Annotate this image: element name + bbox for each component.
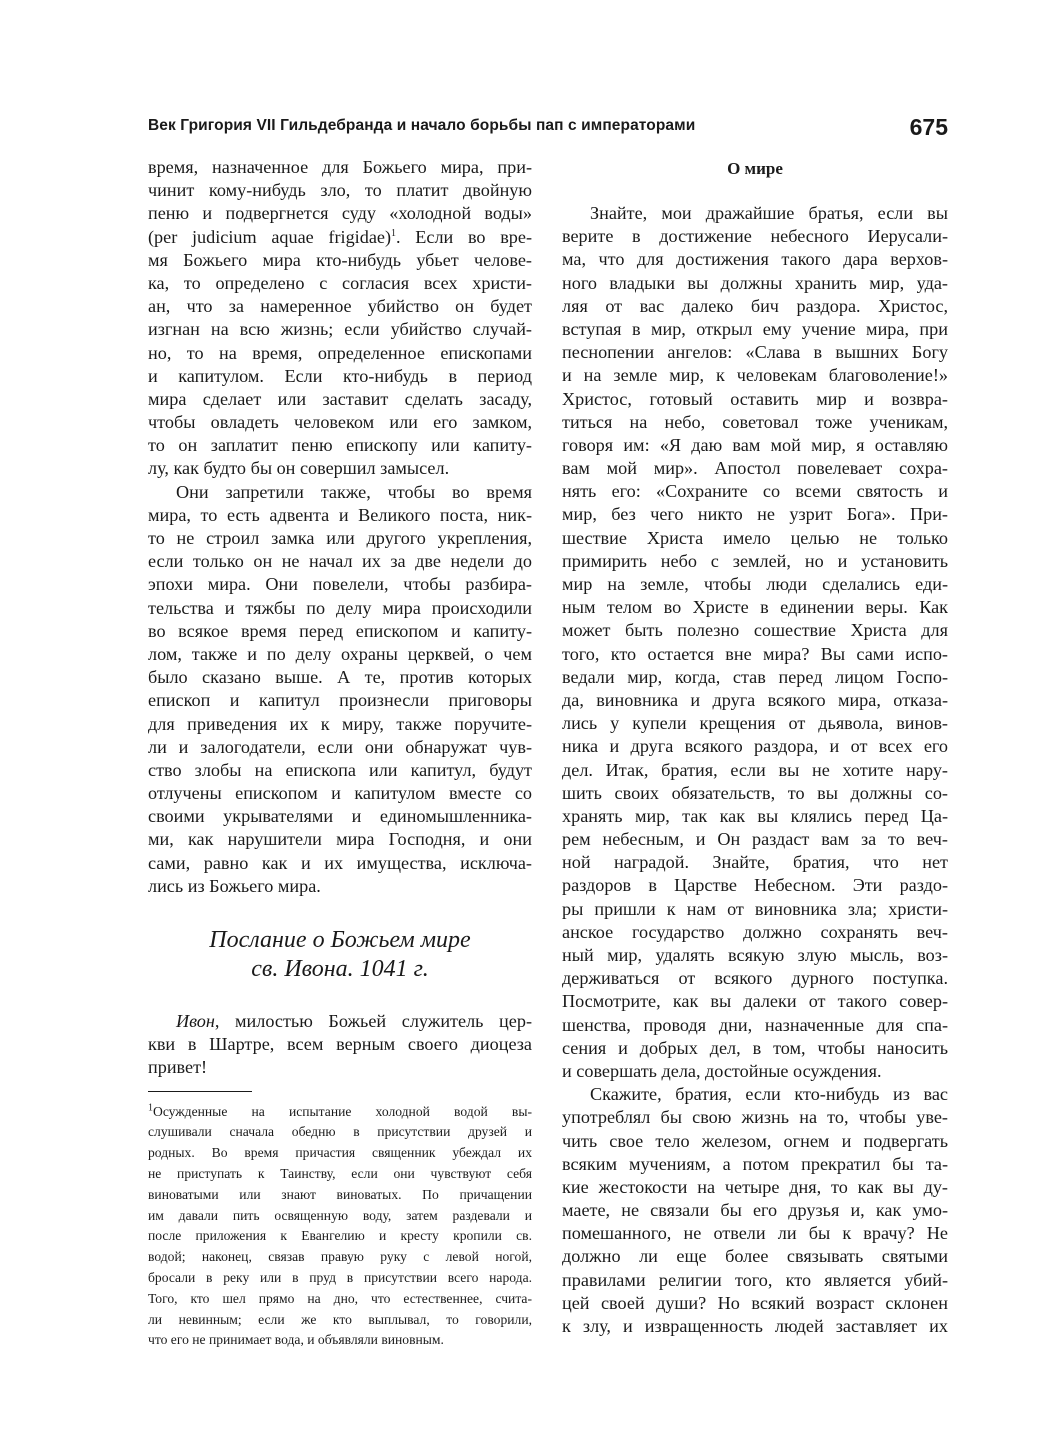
text-line: анское государство должно сохранять веч- xyxy=(562,921,948,942)
paragraph-left-3 xyxy=(148,1010,532,1080)
latin-phrase: (per judicium aquae frigidae) xyxy=(148,226,392,247)
text-line: употреблял бы свою жизнь на то, чтобы уве- xyxy=(562,1107,948,1128)
text-line: лом, также и по делу охраны церквей, о чем xyxy=(148,643,532,664)
text-line: шествие Христа имело целью не только xyxy=(562,527,948,548)
text-line: ляя от вас далеко бич раздора. Христос, xyxy=(562,295,948,316)
text-line: время, назначенное для Божьего мира, при- xyxy=(148,157,532,177)
text-fragment: , милостью Божьей служитель цер- xyxy=(214,1011,532,1031)
text-line: кие жестокости на четыре дня, то как вы ду- xyxy=(562,1176,948,1197)
text-line: шить своих обязательств, то вы должны со- xyxy=(562,782,948,803)
text-line: мя Божьего мира кто-нибудь убьет челове- xyxy=(148,249,532,270)
footnote-line: водой; наконец, связав правую руку с левой ногой, xyxy=(148,1249,532,1265)
text-line: раздоров в Царстве Небесном. Эти раздо- xyxy=(562,875,948,896)
footnote-line: бросали в реку или в пруд в присутствии всего народа. xyxy=(148,1269,532,1285)
text-line: чить свое тело железом, огнем и подвергать xyxy=(562,1130,948,1151)
paragraph-right-1 xyxy=(562,202,948,1083)
text-line: ведали мир, когда, став перед лицом Госпо- xyxy=(562,666,948,687)
page-number: 675 xyxy=(909,114,948,140)
text-line: Христос, готовый оставить мир и возвра- xyxy=(562,388,948,409)
text-line: кви в Шартре, всем верным своего диоцеза xyxy=(148,1034,532,1055)
footnote-line: родных. Во время причастия священник убеждал их xyxy=(148,1145,532,1161)
text-line: говоря им: «Я даю вам мой мир, я оставляю xyxy=(562,434,948,455)
section-heading: О мире xyxy=(727,159,783,178)
footnote-reference: 1 xyxy=(391,227,397,239)
text-line: ным телом во Христе в единении веры. Как xyxy=(562,597,948,618)
text-line: Посмотрите, как вы далеки от такого совер- xyxy=(562,991,948,1012)
text-line: лись из Божьего мира. xyxy=(148,875,321,896)
text-line: то не строил замка или другого укрепления, xyxy=(148,528,532,548)
text-line: своими укрывателями и единомышленника- xyxy=(148,806,532,827)
footnote-mark: 1 xyxy=(148,1102,153,1114)
text-line: мира сделает или заставит сделать засаду, xyxy=(148,388,532,409)
text-line: вступая в мир, открыл ему учение мира, при xyxy=(562,318,948,339)
text-line: должно ли еще более связывать святыми xyxy=(562,1246,948,1267)
footnote-divider xyxy=(148,1091,252,1092)
right-column xyxy=(562,156,948,1338)
text-fragment: . Если во вре- xyxy=(396,226,532,247)
text-line: сами, равно как и их имущества, исключа- xyxy=(148,852,532,873)
text-line: ли и залогодатели, если они обнаружат чув- xyxy=(148,736,532,757)
text-line: ан, что за намеренное убийство он будет xyxy=(148,296,532,317)
section-title-line: св. Ивона. 1041 г. xyxy=(251,956,429,982)
text-line: того, кто остается вне мира? Вы сами испо- xyxy=(562,643,948,664)
text-line: ство злобы на епископа или капитул, будут xyxy=(148,759,532,780)
text-line: пеню и подвергнется суду «холодной воды» xyxy=(148,203,532,224)
text-line: цей своей души? Но всякий возраст склонен xyxy=(562,1292,948,1313)
text-line: Они запретили также, чтобы во время xyxy=(176,481,532,502)
text-line: то он заплатит пеню епископу или капиту- xyxy=(148,435,532,456)
text-line: держиваться от всякого дурного поступка. xyxy=(562,968,948,989)
text-line: ма, что для достижения такого дара верхов- xyxy=(562,249,948,270)
text-line: чинит кому-нибудь зло, то платит двойную xyxy=(148,180,532,201)
text-line: и на земле мир, к человекам благоволение!» xyxy=(562,365,948,386)
text-line: да, виновника и друга всякого мира, отказа- xyxy=(562,689,948,710)
text-line: дел. Итак, братия, если вы не хотите нару- xyxy=(562,759,948,780)
text-line: рем небесным, и Он раздаст вам за то веч- xyxy=(562,829,948,850)
text-line: хранять мир, так как вы клялись перед Ца- xyxy=(562,805,948,826)
text-line: ного владыки вы должны хранить мир, уда- xyxy=(562,272,948,293)
text-line: изгнан на всю жизнь; если убийство случай- xyxy=(148,319,532,340)
text-line: правилами религии того, кто является убий- xyxy=(562,1269,948,1290)
text-line: мира, то есть адвента и Великого поста, ник- xyxy=(148,504,532,525)
text-line: песнопении ангелов: «Слава в вышних Богу xyxy=(562,342,948,363)
text-line: ры пришли к нам от виновника зла; христи- xyxy=(562,898,948,919)
text-line: лись у купели крещения от дьявола, винов- xyxy=(562,713,948,734)
text-line: Знайте, мои дражайшие братья, если вы xyxy=(590,203,948,223)
text-line: к злу, и извращенность людей заставляет их xyxy=(562,1316,948,1336)
text-line: и капитулом. Если кто-нибудь в период xyxy=(148,365,532,386)
section-title xyxy=(148,926,532,984)
text-line: чтобы овладеть человеком или его замком, xyxy=(148,412,532,433)
paragraph-left-2 xyxy=(148,481,532,898)
text-line: отлучены епископом и капитулом вместе со xyxy=(148,783,532,804)
text-line: сения и добрых дел, в том, чтобы наносить xyxy=(562,1037,948,1058)
section-title-line: Послание о Божьем мире xyxy=(209,927,471,953)
text-line: тельства и тяжбы по делу мира происходили xyxy=(148,597,532,618)
text-line: мир на земле, чтобы люди сделались еди- xyxy=(562,574,948,594)
text-line: нять его: «Сохраните со всеми святость и xyxy=(562,481,948,502)
footnote-line: виноватыми или знают виноватых. По причащении xyxy=(148,1186,532,1202)
text-line: лу, как будто бы он совершил замысел. xyxy=(148,458,450,479)
text-line: шенства, проводя дни, назначенные для спа- xyxy=(562,1014,948,1035)
text-line: во всякое время перед епископом и капиту- xyxy=(148,620,532,641)
text-line: но, то на время, определенное епископами xyxy=(148,342,532,363)
text-line: всяким мучениям, а потом прекратил бы та- xyxy=(562,1153,948,1174)
text-line: верите в достижение небесного Иерусали- xyxy=(562,226,948,247)
footnote-line: не приступать к Таинству, если они чувствуют себя xyxy=(148,1165,532,1181)
text-line: ника и друга всякого раздора, и от всех его xyxy=(562,736,948,757)
text-line: если только он не начал их за две недели до xyxy=(148,551,532,572)
footnote-line: слушивали сначала обедню в присутствии друзей и xyxy=(148,1124,532,1140)
author-name: Ивон xyxy=(176,1011,215,1031)
footnote-line: Того, кто шел прямо на дно, что естественнее, счита- xyxy=(148,1290,532,1306)
text-line: мир, без чего никто не узрит Бога». При- xyxy=(562,504,948,525)
text-fragment: Осужденные на испытание холодной водой вы- xyxy=(153,1103,532,1119)
text-line: Скажите, братия, если кто-нибудь из вас xyxy=(590,1084,948,1105)
text-line: и совершать дела, достойные осуждения. xyxy=(562,1060,882,1081)
text-line: было сказано выше. А те, против которых xyxy=(148,667,532,688)
footnote-line: что его не принимает вода, и объявляли виновным. xyxy=(148,1332,444,1348)
footnote-line: после приложения к Евангелию и кресту кропили св. xyxy=(148,1228,532,1244)
text-line: ный мир, удалять всякую злую мысль, воз- xyxy=(562,945,948,965)
text-line: епископ и капитул произнесли приговоры xyxy=(148,690,532,711)
footnote-line: им давали пить освященную воду, затем раздевали и xyxy=(148,1207,532,1223)
text-line: привет! xyxy=(148,1057,208,1078)
running-header: Век Григория VII Гильдебранда и начало борьбы пап с императорами xyxy=(148,117,696,134)
text-line: эпохи мира. Они повелели, чтобы разбира- xyxy=(148,574,532,595)
text-line: ка, то определено с согласия всех христи- xyxy=(148,272,532,293)
text-line xyxy=(148,226,532,249)
text-line xyxy=(148,1010,532,1033)
text-line: вам мой мир». Апостол повелевает сохра- xyxy=(562,458,948,479)
paragraph-left-1 xyxy=(148,156,532,481)
paragraph-right-2 xyxy=(562,1083,948,1338)
text-line: маете, не связали бы его друзья и, как умо- xyxy=(562,1200,948,1221)
footnote-line: ли невинным; если же кто выплывал, то говорили, xyxy=(148,1311,532,1327)
footnote-line xyxy=(148,1102,532,1123)
text-line: может быть полезно сошествие Христа для xyxy=(562,620,948,641)
text-line: ной наградой. Знайте, братия, что нет xyxy=(562,852,948,873)
text-line: помешанного, не отвели ли бы к врачу? Не xyxy=(562,1223,948,1244)
text-line: примирить небо с землей, но и установить xyxy=(562,550,948,571)
text-line: ми, как нарушители мира Господня, и они xyxy=(148,829,532,850)
footnote xyxy=(148,1102,532,1352)
left-column xyxy=(148,156,532,1351)
text-line: для приведения их к миру, также поручите- xyxy=(148,713,532,734)
text-line: титься на небо, советовал тоже ученикам, xyxy=(562,411,948,432)
